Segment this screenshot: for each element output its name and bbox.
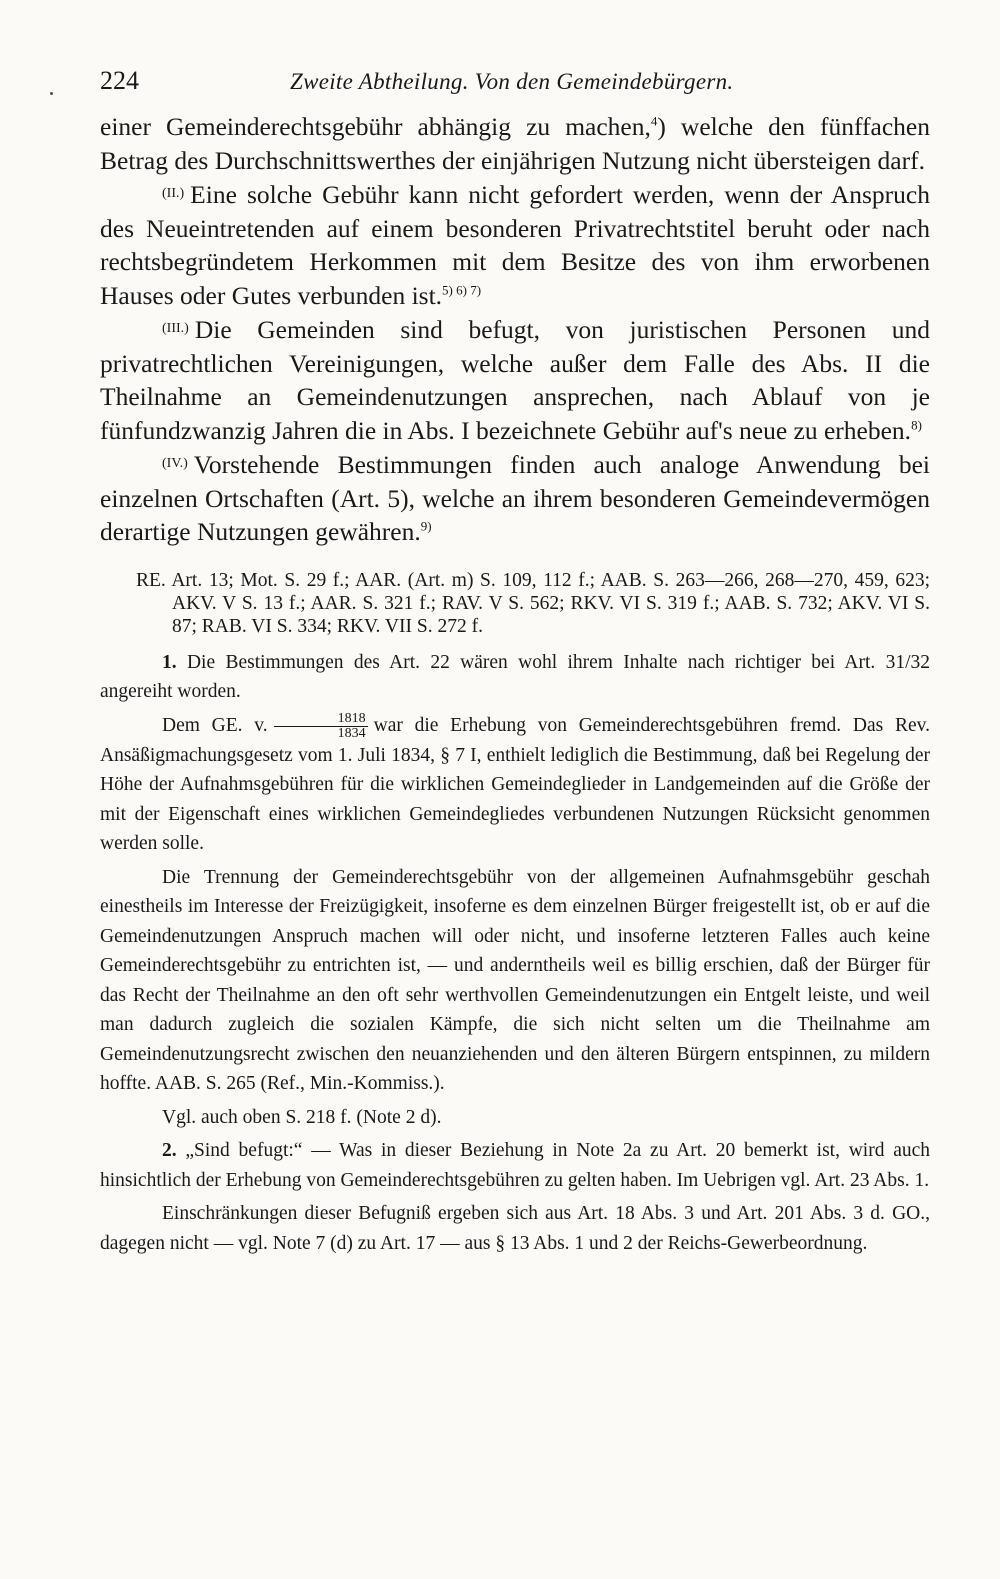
note-number: 2. [162, 1140, 177, 1162]
law-paragraph-1-text: einer Gemeinderechtsgebühr abhängig zu machen, [100, 112, 651, 141]
date-fraction [274, 712, 368, 741]
note-1 [100, 648, 930, 707]
footnote-ref: 4 [650, 113, 658, 129]
note-1-history-post: war die Erhebung von Gemeinderechtsgebühren fremd. Das Rev. Ansäßigmachungsgesetz vom 1. Juli 1834, § 7 I, enthielt lediglich die Bestimmung, daß bei Regelung der Höhe der Aufnahmsgebühren für die wirklichen Gemeindeglieder in Landgemeinden auf die Größe der mit der Eigenschaft eines wirklichen Gemeindegliedes verbundenen Nutzungen Rücksicht genommen werden solle. [100, 714, 930, 855]
paragraph-mark: (III.) [162, 321, 189, 336]
page [100, 66, 930, 1262]
page-header [100, 66, 930, 110]
note-number: 1. [162, 651, 177, 673]
paragraph-mark: (IV.) [162, 456, 188, 471]
running-title: Zweite Abtheilung. Von den Gemeindebürgern. [290, 69, 734, 94]
law-paragraph-1-rest: ) welche den fünffachen Betrag des Durchschnittswerthes der einjährigen Nutzung nicht übersteigen darf. [100, 112, 930, 175]
note-1-purpose: Die Trennung der Gemeinderechtsgebühr von der allgemeinen Aufnahmsgebühr geschah einestheils im Interesse der Freizügigkeit, insoferne es dem einzelnen Bürger freigestellt ist, ob er auf die Gemeindenutzungen Anspruch machen will oder nicht, und insoferne letzteren Falles auch keine Gemeinderechtsgebühr zu entrichten ist, — und anderntheils weil es billig erschien, daß der Bürger für das Recht der Theilnahme an den oft sehr werthvollen Gemeindenutzungen ein Entgelt leiste, und weil man dadurch zugleich die sozialen Kämpfe, die sich nicht selten um die Theilnahme am Gemeindenutzungsrecht zwischen den neuanziehenden und den älteren Bürgern entspinnen, zu mildern hoffte. AAB. S. 265 (Ref., Min.-Kommiss.). [100, 866, 930, 1095]
law-text [100, 110, 930, 549]
scan-speck [50, 92, 53, 95]
law-paragraph-4 [100, 447, 930, 549]
footnote-ref: 9) [420, 518, 432, 534]
note-2-restrictions: Einschränkungen dieser Befugniß ergeben sich aus Art. 18 Abs. 3 und Art. 201 Abs. 3 d. GO., dagegen nicht — vgl. Note 7 (d) zu Art. 17 — aus § 13 Abs. 1 und 2 der Reichs-Gewerbeordnung. [100, 1203, 930, 1254]
footnote-ref: 8) [911, 417, 922, 432]
note-1-history [100, 711, 930, 859]
source-references [100, 569, 930, 638]
note-1-text: Die Bestimmungen des Art. 22 wären wohl ihrem Inhalte nach richtiger bei Art. 31/32 angereiht worden. [100, 651, 931, 702]
fraction-denominator: 1834 [337, 725, 366, 741]
note-2-text: „Sind befugt:“ — Was in dieser Beziehung in Note 2a zu Art. 20 bemerkt ist, wird auch hinsichtlich der Erhebung von Gemeinderechtsgebühren zu gelten haben. Im Uebrigen vgl. Art. 23 Abs. 1. [100, 1140, 931, 1191]
note-2 [100, 1136, 930, 1195]
note-1-crossref: Vgl. auch oben S. 218 f. (Note 2 d). [162, 1106, 442, 1128]
commentary-notes [100, 648, 930, 1259]
paragraph-mark: (II.) [162, 186, 185, 201]
law-paragraph-4-text: Vorstehende Bestimmungen finden auch analoge Anwendung bei einzelnen Ortschaften (Art. 5), welche an ihrem besonderen Gemeindevermögen derartige Nutzungen gewähren. [100, 450, 930, 546]
law-paragraph-3-text: Die Gemeinden sind befugt, von juristischen Personen und privatrechtlichen Vereinigungen, welche außer dem Falle des Abs. II die Theilnahme an Gemeindenutzungen ansprechen, nach Ablauf von je fünfundzwanzig Jahren die in Abs. I bezeichnete Gebühr auf's neue zu erheben. [100, 315, 930, 445]
page-number: 224 [100, 66, 139, 95]
law-paragraph-3 [100, 312, 930, 447]
footnote-ref: 5) 6) 7) [442, 282, 482, 297]
source-references-text: RE. Art. 13; Mot. S. 29 f.; AAR. (Art. m) S. 109, 112 f.; AAB. S. 263—266, 268—270, 459, 623; AKV. V S. 13 f.; AAR. S. 321 f.; RAV. V S. 562; RKV. VI S. 319 f.; AAB. S. 732; AKV. VI S. 87; RAB. VI S. 334; RKV. VII S. 272 f. [136, 569, 930, 637]
law-paragraph-1 [100, 110, 930, 177]
law-paragraph-2 [100, 177, 930, 312]
note-1-history-pre: Dem GE. v. [162, 714, 268, 736]
fraction-numerator: 1818 [274, 712, 368, 727]
law-paragraph-2-text: Eine solche Gebühr kann nicht gefordert werden, wenn der Anspruch des Neueintretenden auf einem besonderen Privatrechtstitel beruht oder nach rechtsbegründetem Herkommen mit dem Besitze des von ihm erworbenen Hauses oder Gutes verbunden ist. [100, 180, 930, 310]
